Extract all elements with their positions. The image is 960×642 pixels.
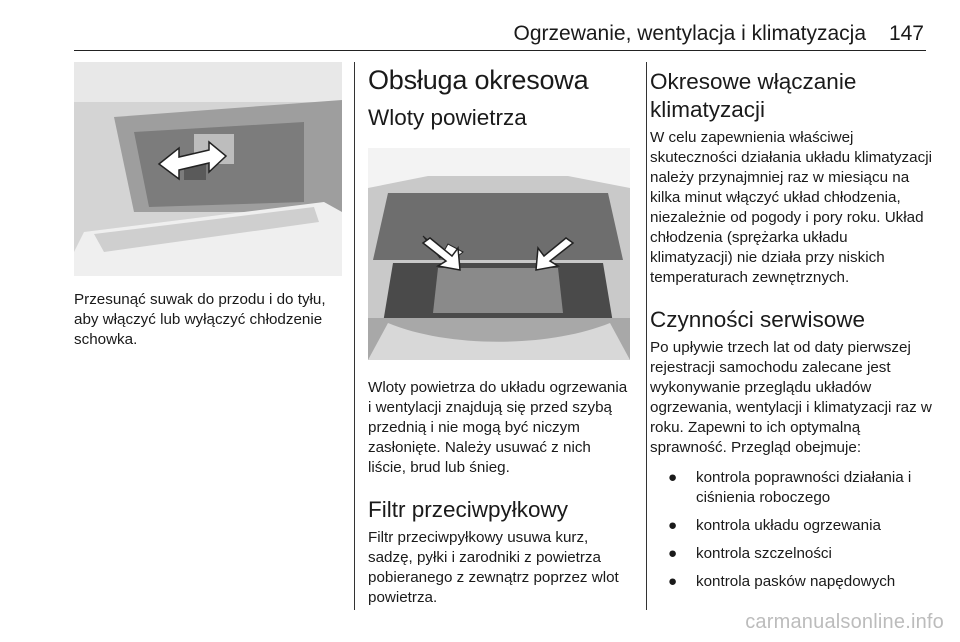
- air-inlets-heading: Wloty powietrza: [368, 105, 527, 130]
- column-divider-right: [646, 62, 647, 610]
- watermark: carmanualsonline.info: [745, 611, 944, 633]
- list-item-text: kontrola szczelności: [696, 545, 832, 562]
- column-middle: [368, 62, 630, 608]
- service-heading: Czynności serwisowe: [650, 307, 866, 332]
- list-item: [650, 468, 934, 508]
- bullet-icon: ●: [668, 517, 678, 534]
- bullet-icon: ●: [668, 469, 678, 486]
- glovebox-caption: Przesunąć suwak do przodu i do tyłu, aby włączyć lub wyłączyć chłodzenie schowka.: [74, 291, 326, 348]
- list-item-text: kontrola pasków napędowych: [696, 573, 896, 590]
- pollen-filter-text: Filtr przeciwpyłkowy usuwa kurz, sadzę, pyłki i zarodniki z powietrza pobieranego z zewnątrz poprzez wlot powietrza.: [368, 529, 619, 606]
- column-left: [74, 62, 342, 350]
- header-title: Ogrzewanie, wentylacja i klimatyzacja: [513, 22, 866, 45]
- engine-bay-illustration: [368, 148, 630, 360]
- list-item-text: kontrola układu ogrzewania: [696, 517, 881, 534]
- engine-bay-figure: [368, 148, 630, 360]
- list-item: [650, 516, 934, 536]
- service-text: Po upływie trzech lat od daty pierwszej rejestracji samochodu zalecane jest wykonywanie przeglądu układów ogrzewania, wentylacji i klimatyzacji raz w roku. Zapewni to ich optymalną sprawność. Przegląd obejmuje:: [650, 339, 932, 456]
- page-header: [74, 20, 926, 51]
- bullet-icon: ●: [668, 545, 678, 562]
- periodic-ac-text: W celu zapewnienia właściwej skuteczności działania układu klimatyzacji należy przynajmniej raz w miesiącu na kilka minut włączyć układ chłodzenia, niezależnie od pogody i pory roku. Układ chłodzenia (sprężarka układu klimatyzacji) nie działa przy niskich temperaturach zewnętrznych.: [650, 129, 932, 286]
- list-item-text: kontrola poprawności działania i ciśnienia roboczego: [696, 469, 912, 506]
- list-item: [650, 572, 934, 592]
- column-right: [650, 62, 934, 600]
- glovebox-figure: [74, 62, 342, 276]
- bullet-icon: ●: [668, 573, 678, 590]
- list-item: [650, 544, 934, 564]
- periodic-ac-heading: Okresowe włączanie klimatyzacji: [650, 69, 857, 122]
- pollen-filter-heading: Filtr przeciwpyłkowy: [368, 497, 569, 522]
- column-divider-left: [354, 62, 355, 610]
- glovebox-illustration: [74, 62, 342, 276]
- section-title: Obsługa okresowa: [368, 65, 589, 95]
- air-inlets-text: Wloty powietrza do układu ogrzewania i wentylacji znajdują się przed szybą przednią i nie mogą być niczym zasłonięte. Należy usuwać z nich liście, brud lub śnieg.: [368, 379, 628, 476]
- service-bullet-list: [650, 468, 934, 592]
- page-number: 147: [888, 22, 924, 45]
